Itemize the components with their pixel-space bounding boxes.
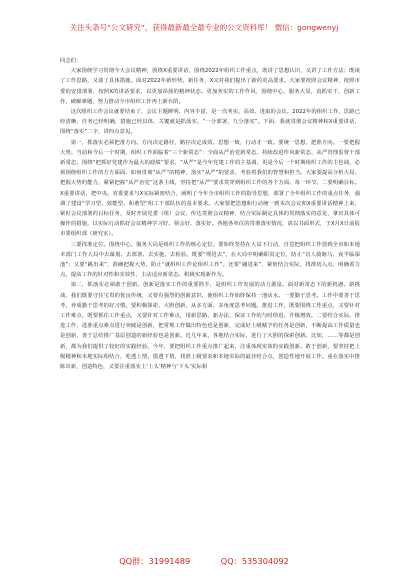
document-body — [60, 56, 360, 372]
header-banner — [0, 0, 408, 52]
paragraph: 第二，抓落实必须敢于创新。创新是落实工作的重要抓手，是组织工作发展的动力源泉。面对新常态下的新机遇、新挑战，我们既要守住宝贵的优良传统，又要有强烈的创新意识，使组织工作始终保持一池活水。一要勤于思考。工作中要善于思考，养成勤于思考的好习惯。要积极探索、大胆创新，从多方面、多角度思考问题。推进工作，既要围绕工作重点，又要针对工作难点、既要抓住工作重点，又要针对工作难点，用新思路、新办法，保证工作的与时俱进、升级增效。二要结合实际。推进工作，选准重点难点进行突破是创新，把常规工作做出特色也是创新，完成好上级赋予的任务是创新，不断提高工作质量也是创新，善于总结推广基层创造的新经验也是创新。近几年来，各地结合实际，进行了大胆的探索创新。比如，……等都是创新，都为我们提供了较好的实践经验。今年，要把组织工作重点推广起来，注重体现实效的实践创新。敢于创新，要坚持把上级精神和本地实际相结合，吃透上情、摸透下情，找准上级要求和本地实际的最佳结合点，创造性地开展工作。重在落实中推陈出新，创造特色，又要注重落实上‘上头’精神与‘下头’实际相 — [60, 282, 360, 371]
paragraph: 这次组织工作会议就要结束了，会议主题鲜明、内容丰富，是一次务实、高效、进取的会议。2022年的组织工作，思路已经清晰，任务已经明确，措施已经具体，关键就是抓落实。“一分部署，九分落实”。下面，我就贯彻会议精神和X重要讲话，围绕“落实”二字，讲四点意见。 — [60, 109, 360, 136]
banner-text: 关注头条号“公文研究”，获得最新最全最专业的公文资料库！ 微信：gongwenyj — [69, 23, 339, 32]
paragraph: 大家围绕学习贯彻今天会议精神，围绕X重要讲话，围绕2022年组织工作重点，既讲了思想认识，又讲了工作方法；既谈了工作思路，又谈了具体措施。面对2022年新形势、新任务，X又对我们提出了新的更高要求。大家要按照会议精神，按照市委的安排部署，按照X的讲话要求，以更加昂扬的精神状态、更加务实的工作作风，围绕中心、服务大局，真抓实干、创新工作、破解难题，努力推动全市组织工作再上新台阶。 — [60, 68, 360, 105]
paragraph: 三要找准定位。围绕中心，服务大局是组织工作的核心定位。要始终坚持在大局下行动，自觉把组织工作放到全市和本地本部门工作大局中去谋划、去部署、去实施、去检验。既要“埋进去”，在大局中明确职责定位，防止“盲人骑瞎马、夜半临深池”；又要“跳出来”，准确把握大势，防止“就组织工作论组织工作”。还要“融进来”，紧密结合实际，找准切入点、明确着力点，提高工作的针对性和实效性，主动适应新常态、积极实现新作为。 — [60, 241, 360, 279]
paragraph: 第一，抓落实必须把准方向。方向决定路径，路径决定成效。思想一致，行动才一致。要统一思想，把准方向。一要把握大势。当前和今后一个时期，组织工作面临着“三个新常态”：全面从严治党新常态、持续改进作风新常态、从严管理监督干部新常态。围绕“把抓好党建作为最大的政绩”要求，“从严”是今年党建工作的主基调，更是今后一个时期组织工作的主色调，必须围绕组织工作的方方面面，如何贯彻“从严”的精神，落实“从严”的要求，考验着我们的智慧和担当。大家要提高分析大局、把握大势的能力，紧紧把握“从严治党”这条主线，坚持把“从严”要求贯穿到组织工作的各个方面、每一环节。二要明确目标。X重要讲话，把中央、省委要求与X实际紧密结合，阐明了今年全市组织工作的指导思想，部署了全年组织工作的重点任务，强调了建设“学习型、效能型、和谐型”组工干部队伍的基本要求。大家要把思想和行动统一到本次会议和X重要讲话精神上来，紧盯会议部署的目标任务，及时开展党委（组）会议，传达贯彻会议精神，结合实际制定具体的贯彻落实的意见，拿出具体可操作的措施，以实际行动抓好会议精神学习好、领会好、落实好。各地各单位的贯彻落实情况，请以书面形式，于X月X日前报市委组织部（研究室）。 — [60, 139, 360, 238]
qq-number: QQ：535304092 — [220, 556, 289, 566]
salutation: 同志们： — [60, 58, 82, 64]
footer-contact — [0, 556, 408, 567]
qq-group: QQ群：31991489 — [119, 556, 191, 566]
